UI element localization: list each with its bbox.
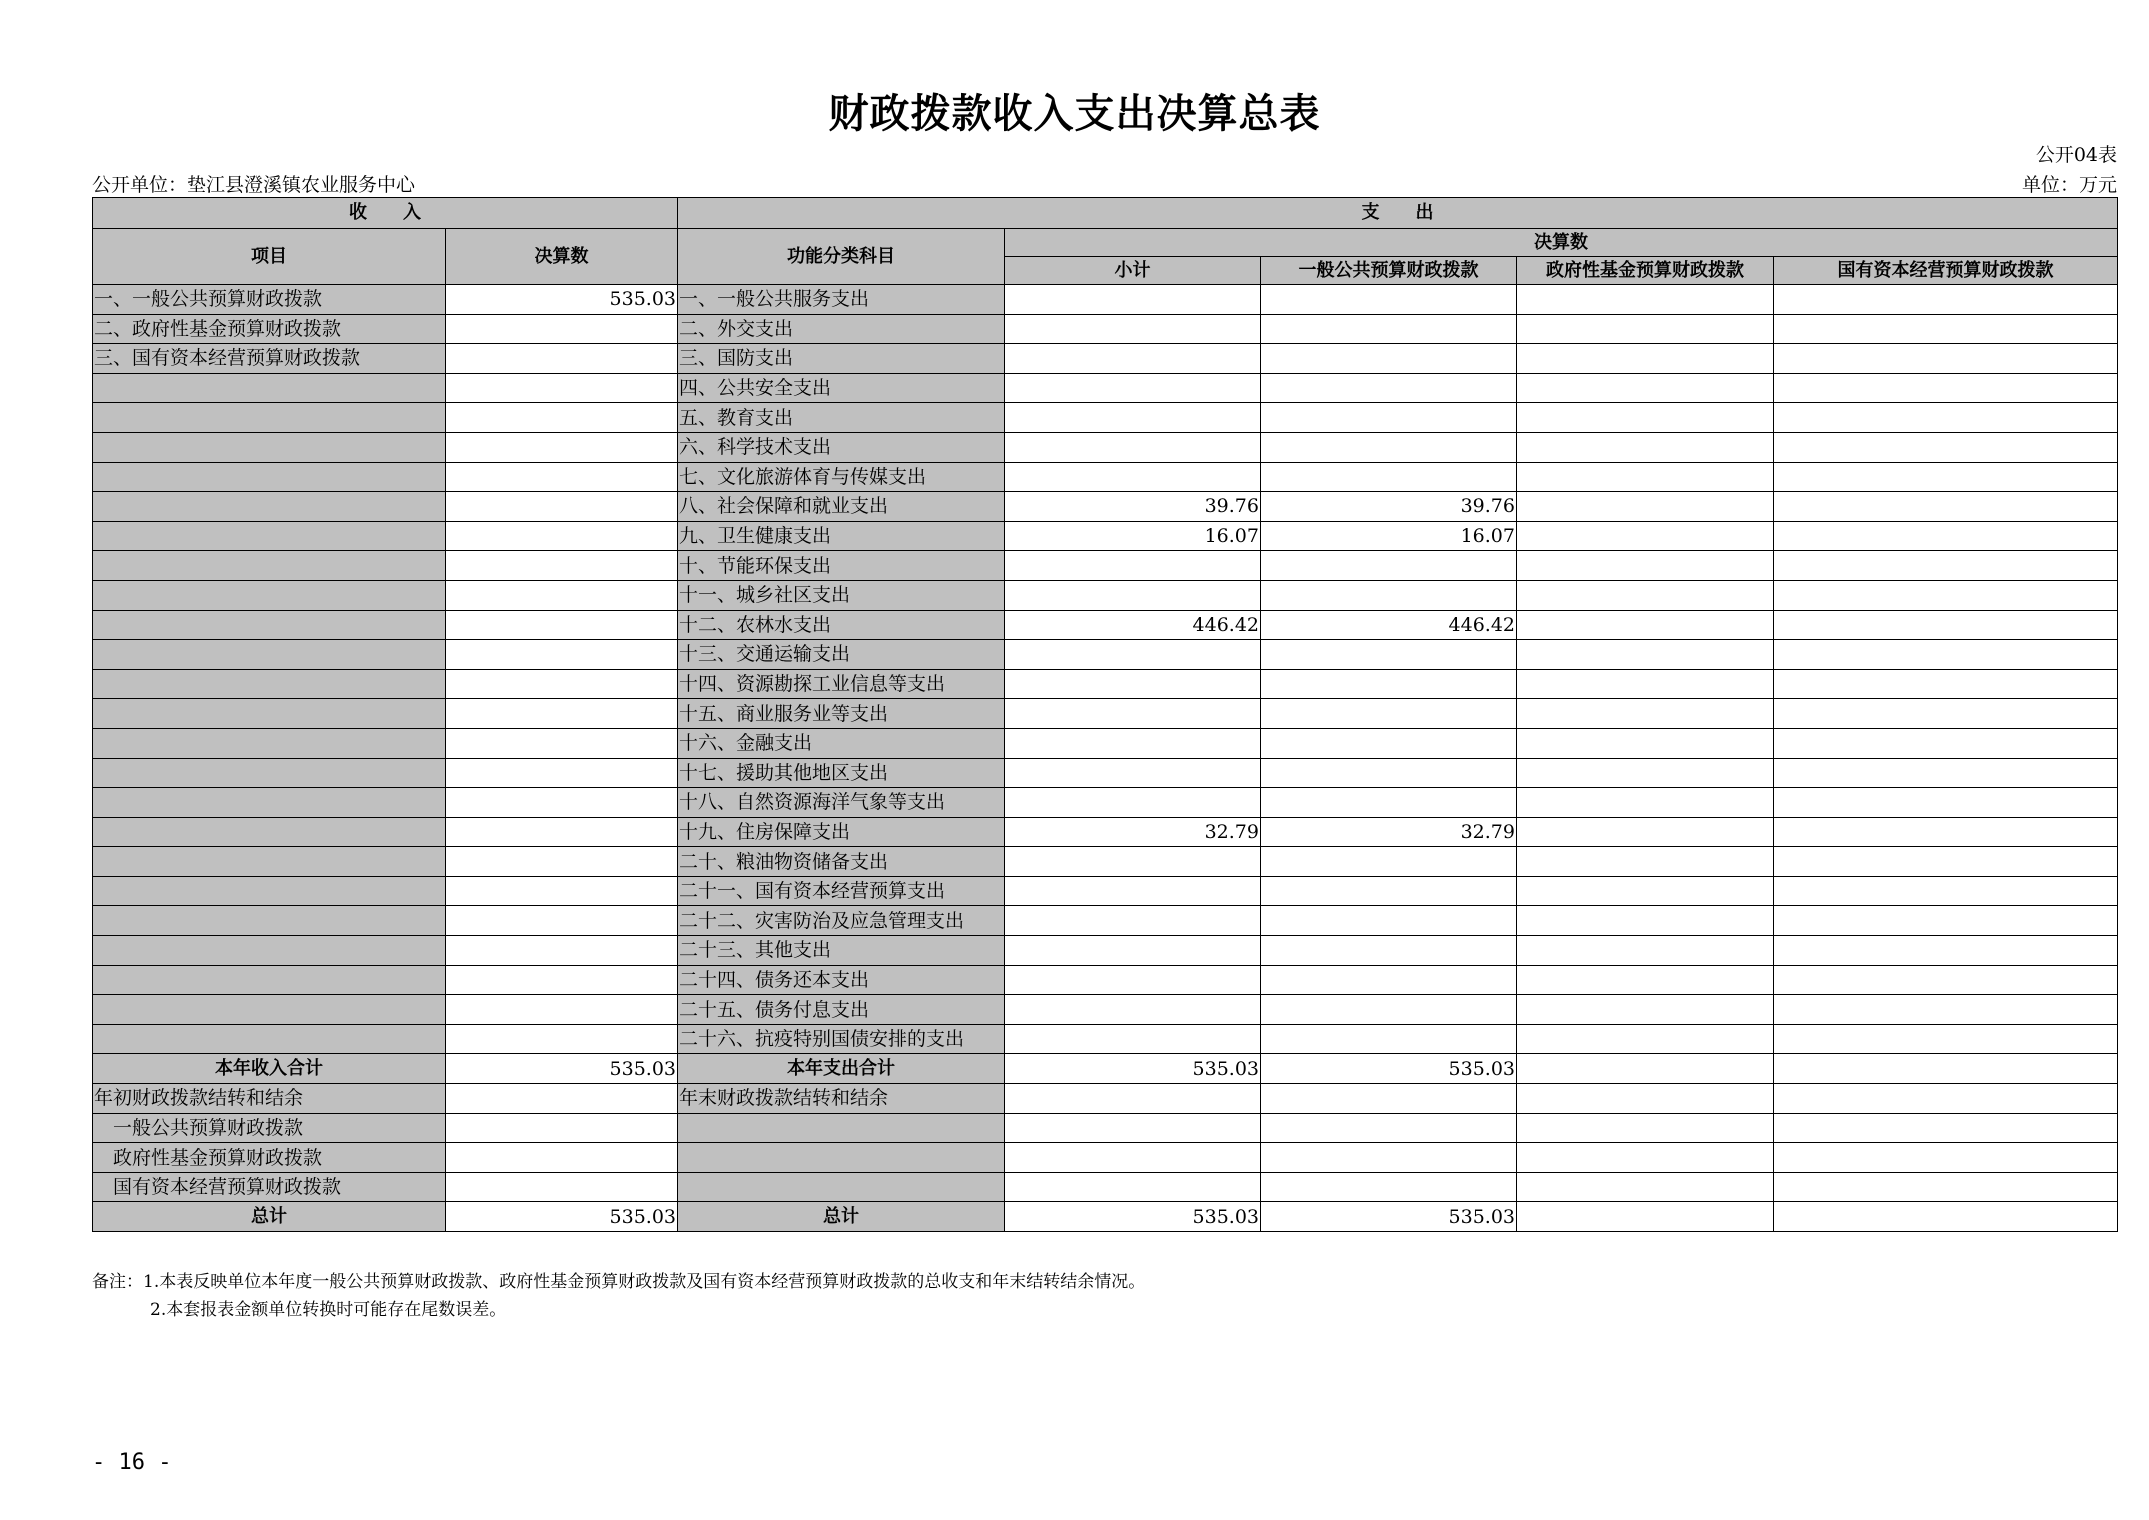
state-capital-cell — [1774, 788, 2118, 818]
income-amount-cell — [446, 965, 678, 995]
general-budget-cell — [1261, 640, 1517, 670]
subtotal-cell: 39.76 — [1005, 492, 1261, 522]
income-item-cell — [93, 936, 446, 966]
general-budget-cell — [1261, 432, 1517, 462]
table-row — [93, 995, 2118, 1025]
general-budget-cell — [1261, 876, 1517, 906]
table-row — [93, 314, 2118, 344]
gov-fund-cell — [1517, 551, 1774, 581]
expense-item-cell: 五、教育支出 — [678, 403, 1005, 433]
income-amount-cell — [446, 610, 678, 640]
income-item-cell: 三、国有资本经营预算财政拨款 — [93, 344, 446, 374]
state-capital-cell — [1774, 344, 2118, 374]
income-section-header: 收 入 — [93, 198, 678, 229]
income-item-cell: 年初财政拨款结转和结余 — [93, 1084, 446, 1114]
income-amount-cell — [446, 640, 678, 670]
income-item-cell: 一、一般公共预算财政拨款 — [93, 285, 446, 315]
state-capital-cell — [1774, 758, 2118, 788]
subtotal-cell — [1005, 669, 1261, 699]
subtotal-cell: 446.42 — [1005, 610, 1261, 640]
subtotal-cell: 16.07 — [1005, 521, 1261, 551]
table-row — [93, 758, 2118, 788]
income-item-cell: 二、政府性基金预算财政拨款 — [93, 314, 446, 344]
income-amount-cell — [446, 462, 678, 492]
reporting-unit-label: 公开单位： — [92, 174, 188, 196]
subtotal-cell — [1005, 728, 1261, 758]
expense-item-cell: 十八、自然资源海洋气象等支出 — [678, 788, 1005, 818]
general-budget-cell: 535.03 — [1261, 1054, 1517, 1084]
expense-item-cell: 八、社会保障和就业支出 — [678, 492, 1005, 522]
table-row — [93, 580, 2118, 610]
notes — [92, 1268, 1145, 1324]
note-1: 备注：1.本表反映单位本年度一般公共预算财政拨款、政府性基金预算财政拨款及国有资本经营预算财政拨款的总收支和年末结转结余情况。 — [92, 1272, 1146, 1292]
gov-fund-cell — [1517, 1113, 1774, 1143]
expense-item-cell: 十、节能环保支出 — [678, 551, 1005, 581]
state-capital-cell — [1774, 817, 2118, 847]
general-budget-cell — [1261, 344, 1517, 374]
carryover-row — [93, 1172, 2118, 1202]
general-budget-cell — [1261, 758, 1517, 788]
gov-fund-cell — [1517, 521, 1774, 551]
subtotal-cell — [1005, 876, 1261, 906]
gov-fund-cell — [1517, 373, 1774, 403]
income-item-cell — [93, 728, 446, 758]
general-budget-cell: 446.42 — [1261, 610, 1517, 640]
general-budget-cell — [1261, 906, 1517, 936]
income-amount-cell — [446, 847, 678, 877]
table-row — [93, 462, 2118, 492]
gov-fund-cell — [1517, 847, 1774, 877]
income-item-cell — [93, 373, 446, 403]
expense-item-cell: 十四、资源勘探工业信息等支出 — [678, 669, 1005, 699]
income-item-cell — [93, 876, 446, 906]
income-amount-cell: 535.03 — [446, 1202, 678, 1232]
general-budget-cell — [1261, 403, 1517, 433]
expense-item-cell: 二十三、其他支出 — [678, 936, 1005, 966]
income-amount-cell — [446, 551, 678, 581]
expense-item-cell: 二十二、灾害防治及应急管理支出 — [678, 906, 1005, 936]
general-budget-cell — [1261, 788, 1517, 818]
expense-item-cell: 七、文化旅游体育与传媒支出 — [678, 462, 1005, 492]
state-capital-cell — [1774, 314, 2118, 344]
subtotal-cell — [1005, 373, 1261, 403]
expense-item-cell: 二十一、国有资本经营预算支出 — [678, 876, 1005, 906]
general-budget-cell — [1261, 669, 1517, 699]
income-amount-cell — [446, 788, 678, 818]
income-item-cell: 总计 — [93, 1202, 446, 1232]
general-budget-cell — [1261, 580, 1517, 610]
expense-item-cell: 三、国防支出 — [678, 344, 1005, 374]
form-number: 公开04表 — [2035, 144, 2117, 166]
subtotal-cell — [1005, 936, 1261, 966]
income-item-cell — [93, 521, 446, 551]
gov-fund-cell — [1517, 669, 1774, 699]
gov-fund-cell — [1517, 1172, 1774, 1202]
income-item-cell — [93, 995, 446, 1025]
state-capital-cell — [1774, 1172, 2118, 1202]
expense-section-header: 支 出 — [678, 198, 2118, 229]
subtotal-cell — [1005, 551, 1261, 581]
expense-item-cell: 一、一般公共服务支出 — [678, 285, 1005, 315]
gov-fund-cell — [1517, 640, 1774, 670]
income-amount-cell — [446, 699, 678, 729]
page-title: 财政拨款收入支出决算总表 — [828, 91, 1321, 137]
subtotal-cell: 32.79 — [1005, 817, 1261, 847]
carryover-row — [93, 1084, 2118, 1114]
gov-fund-cell — [1517, 610, 1774, 640]
state-capital-cell — [1774, 432, 2118, 462]
income-amount-cell — [446, 403, 678, 433]
subtotal-cell — [1005, 1084, 1261, 1114]
income-amount-cell — [446, 1143, 678, 1173]
table-row — [93, 492, 2118, 522]
general-budget-cell — [1261, 965, 1517, 995]
gov-fund-cell — [1517, 788, 1774, 818]
expense-item-cell: 总计 — [678, 1202, 1005, 1232]
income-amount-cell — [446, 906, 678, 936]
state-capital-cell — [1774, 936, 2118, 966]
table-row — [93, 373, 2118, 403]
gov-fund-cell — [1517, 314, 1774, 344]
subtotal-cell — [1005, 995, 1261, 1025]
income-amount-cell: 535.03 — [446, 1054, 678, 1084]
gov-fund-cell — [1517, 906, 1774, 936]
function-class-column-header: 功能分类科目 — [678, 229, 1005, 285]
general-budget-cell — [1261, 551, 1517, 581]
general-budget-cell — [1261, 1024, 1517, 1054]
income-amount-cell — [446, 432, 678, 462]
income-item-cell: 一般公共预算财政拨款 — [93, 1113, 446, 1143]
state-capital-cell — [1774, 1024, 2118, 1054]
expense-item-cell: 九、卫生健康支出 — [678, 521, 1005, 551]
general-budget-cell — [1261, 847, 1517, 877]
gov-fund-cell — [1517, 285, 1774, 315]
state-capital-cell — [1774, 1054, 2118, 1084]
budget-summary-table — [92, 197, 2118, 1232]
expense-item-cell: 十一、城乡社区支出 — [678, 580, 1005, 610]
income-amount-cell — [446, 728, 678, 758]
gov-fund-column-header: 政府性基金预算财政拨款 — [1517, 257, 1774, 285]
general-budget-cell: 39.76 — [1261, 492, 1517, 522]
gov-fund-cell — [1517, 492, 1774, 522]
gov-fund-cell — [1517, 817, 1774, 847]
reporting-unit — [92, 170, 415, 197]
subtotal-cell — [1005, 1024, 1261, 1054]
subtotal-cell — [1005, 580, 1261, 610]
expense-item-cell — [678, 1172, 1005, 1202]
final-amount-header: 决算数 — [1005, 229, 2118, 257]
state-capital-column-header: 国有资本经营预算财政拨款 — [1774, 257, 2118, 285]
general-budget-cell — [1261, 728, 1517, 758]
gov-fund-cell — [1517, 1143, 1774, 1173]
subtotal-cell — [1005, 314, 1261, 344]
table-row — [93, 788, 2118, 818]
income-item-cell: 国有资本经营预算财政拨款 — [93, 1172, 446, 1202]
expense-item-cell: 十九、住房保障支出 — [678, 817, 1005, 847]
income-item-cell — [93, 965, 446, 995]
subtotal-column-header: 小计 — [1005, 257, 1261, 285]
subtotal-cell — [1005, 640, 1261, 670]
item-column-header: 项目 — [93, 229, 446, 285]
gov-fund-cell — [1517, 1202, 1774, 1232]
gov-fund-cell — [1517, 728, 1774, 758]
expense-item-cell: 十五、商业服务业等支出 — [678, 699, 1005, 729]
carryover-row — [93, 1143, 2118, 1173]
gov-fund-cell — [1517, 403, 1774, 433]
state-capital-cell — [1774, 995, 2118, 1025]
table-row — [93, 551, 2118, 581]
gov-fund-cell — [1517, 699, 1774, 729]
state-capital-cell — [1774, 1113, 2118, 1143]
state-capital-cell — [1774, 610, 2118, 640]
income-item-cell — [93, 580, 446, 610]
subtotal-cell — [1005, 1113, 1261, 1143]
general-budget-cell — [1261, 995, 1517, 1025]
income-amount-cell — [446, 995, 678, 1025]
gov-fund-cell — [1517, 936, 1774, 966]
income-item-cell — [93, 847, 446, 877]
expense-item-cell: 十六、金融支出 — [678, 728, 1005, 758]
state-capital-cell — [1774, 373, 2118, 403]
expense-item-cell: 十三、交通运输支出 — [678, 640, 1005, 670]
table-row — [93, 521, 2118, 551]
expense-item-cell: 年末财政拨款结转和结余 — [678, 1084, 1005, 1114]
grand-total-row — [93, 1202, 2118, 1232]
subtotal-cell — [1005, 1143, 1261, 1173]
state-capital-cell — [1774, 669, 2118, 699]
table-row — [93, 699, 2118, 729]
income-item-cell — [93, 640, 446, 670]
gov-fund-cell — [1517, 1084, 1774, 1114]
expense-item-cell — [678, 1113, 1005, 1143]
state-capital-cell — [1774, 876, 2118, 906]
subtotal-cell — [1005, 285, 1261, 315]
expense-item-cell — [678, 1143, 1005, 1173]
expense-item-cell: 二十、粮油物资储备支出 — [678, 847, 1005, 877]
expense-item-cell: 本年支出合计 — [678, 1054, 1005, 1084]
subtotal-cell — [1005, 847, 1261, 877]
state-capital-cell — [1774, 965, 2118, 995]
income-amount-cell — [446, 1084, 678, 1114]
table-row — [93, 876, 2118, 906]
subtotal-cell — [1005, 432, 1261, 462]
income-item-cell: 本年收入合计 — [93, 1054, 446, 1084]
subtotal-cell — [1005, 906, 1261, 936]
general-budget-cell — [1261, 285, 1517, 315]
subtotal-cell — [1005, 403, 1261, 433]
note-2: 2.本套报表金额单位转换时可能存在尾数误差。 — [150, 1300, 507, 1320]
expense-item-cell: 二、外交支出 — [678, 314, 1005, 344]
general-budget-cell — [1261, 1084, 1517, 1114]
page-number: - 16 - — [92, 1450, 172, 1475]
table-row — [93, 610, 2118, 640]
table-row — [93, 936, 2118, 966]
state-capital-cell — [1774, 728, 2118, 758]
reporting-unit-name: 垫江县澄溪镇农业服务中心 — [187, 174, 416, 196]
income-item-cell — [93, 610, 446, 640]
income-amount-cell — [446, 521, 678, 551]
table-row — [93, 728, 2118, 758]
table-row — [93, 965, 2118, 995]
income-amount-cell — [446, 669, 678, 699]
general-budget-cell — [1261, 373, 1517, 403]
income-item-cell — [93, 492, 446, 522]
state-capital-cell — [1774, 462, 2118, 492]
table-row — [93, 403, 2118, 433]
subtotal-cell — [1005, 758, 1261, 788]
income-amount-cell — [446, 314, 678, 344]
general-budget-cell: 32.79 — [1261, 817, 1517, 847]
carryover-row — [93, 1113, 2118, 1143]
state-capital-cell — [1774, 521, 2118, 551]
income-item-cell — [93, 1024, 446, 1054]
amount-column-header: 决算数 — [446, 229, 678, 285]
income-amount-cell — [446, 758, 678, 788]
general-budget-cell — [1261, 1143, 1517, 1173]
income-amount-cell — [446, 936, 678, 966]
year-total-row — [93, 1054, 2118, 1084]
table-row — [93, 285, 2118, 315]
income-item-cell — [93, 699, 446, 729]
gov-fund-cell — [1517, 580, 1774, 610]
income-amount-cell: 535.03 — [446, 285, 678, 315]
table-row — [93, 817, 2118, 847]
general-budget-cell — [1261, 936, 1517, 966]
table-row — [93, 669, 2118, 699]
income-item-cell — [93, 551, 446, 581]
state-capital-cell — [1774, 580, 2118, 610]
state-capital-cell — [1774, 1202, 2118, 1232]
general-budget-cell: 535.03 — [1261, 1202, 1517, 1232]
gov-fund-cell — [1517, 965, 1774, 995]
state-capital-cell — [1774, 699, 2118, 729]
expense-item-cell: 二十四、债务还本支出 — [678, 965, 1005, 995]
table-row — [93, 906, 2118, 936]
general-budget-cell — [1261, 699, 1517, 729]
subtotal-cell: 535.03 — [1005, 1202, 1261, 1232]
income-item-cell — [93, 462, 446, 492]
gov-fund-cell — [1517, 1024, 1774, 1054]
income-item-cell — [93, 432, 446, 462]
state-capital-cell — [1774, 492, 2118, 522]
income-amount-cell — [446, 1113, 678, 1143]
general-budget-column-header: 一般公共预算财政拨款 — [1261, 257, 1517, 285]
general-budget-cell — [1261, 314, 1517, 344]
subtotal-cell — [1005, 788, 1261, 818]
table-row — [93, 344, 2118, 374]
table-row — [93, 432, 2118, 462]
income-item-cell — [93, 817, 446, 847]
income-item-cell — [93, 758, 446, 788]
state-capital-cell — [1774, 906, 2118, 936]
state-capital-cell — [1774, 403, 2118, 433]
general-budget-cell: 16.07 — [1261, 521, 1517, 551]
income-amount-cell — [446, 876, 678, 906]
state-capital-cell — [1774, 640, 2118, 670]
gov-fund-cell — [1517, 758, 1774, 788]
state-capital-cell — [1774, 1143, 2118, 1173]
table-row — [93, 640, 2118, 670]
subtotal-cell — [1005, 462, 1261, 492]
subtotal-cell — [1005, 1172, 1261, 1202]
income-item-cell — [93, 788, 446, 818]
general-budget-cell — [1261, 1113, 1517, 1143]
income-item-cell — [93, 403, 446, 433]
gov-fund-cell — [1517, 432, 1774, 462]
subtotal-cell — [1005, 344, 1261, 374]
table-row — [93, 1024, 2118, 1054]
income-amount-cell — [446, 344, 678, 374]
gov-fund-cell — [1517, 344, 1774, 374]
income-item-cell — [93, 906, 446, 936]
state-capital-cell — [1774, 551, 2118, 581]
subtotal-cell — [1005, 699, 1261, 729]
subtotal-cell: 535.03 — [1005, 1054, 1261, 1084]
income-item-cell: 政府性基金预算财政拨款 — [93, 1143, 446, 1173]
gov-fund-cell — [1517, 462, 1774, 492]
expense-item-cell: 六、科学技术支出 — [678, 432, 1005, 462]
state-capital-cell — [1774, 285, 2118, 315]
income-amount-cell — [446, 1172, 678, 1202]
expense-item-cell: 二十六、抗疫特别国债安排的支出 — [678, 1024, 1005, 1054]
gov-fund-cell — [1517, 1054, 1774, 1084]
income-amount-cell — [446, 492, 678, 522]
income-amount-cell — [446, 1024, 678, 1054]
general-budget-cell — [1261, 1172, 1517, 1202]
income-amount-cell — [446, 817, 678, 847]
expense-item-cell: 四、公共安全支出 — [678, 373, 1005, 403]
subtotal-cell — [1005, 965, 1261, 995]
state-capital-cell — [1774, 1084, 2118, 1114]
income-amount-cell — [446, 580, 678, 610]
income-item-cell — [93, 669, 446, 699]
expense-item-cell: 十二、农林水支出 — [678, 610, 1005, 640]
state-capital-cell — [1774, 847, 2118, 877]
expense-item-cell: 二十五、债务付息支出 — [678, 995, 1005, 1025]
gov-fund-cell — [1517, 995, 1774, 1025]
table-row — [93, 847, 2118, 877]
general-budget-cell — [1261, 462, 1517, 492]
gov-fund-cell — [1517, 876, 1774, 906]
expense-item-cell: 十七、援助其他地区支出 — [678, 758, 1005, 788]
currency-unit: 单位：万元 — [2021, 174, 2117, 196]
income-amount-cell — [446, 373, 678, 403]
